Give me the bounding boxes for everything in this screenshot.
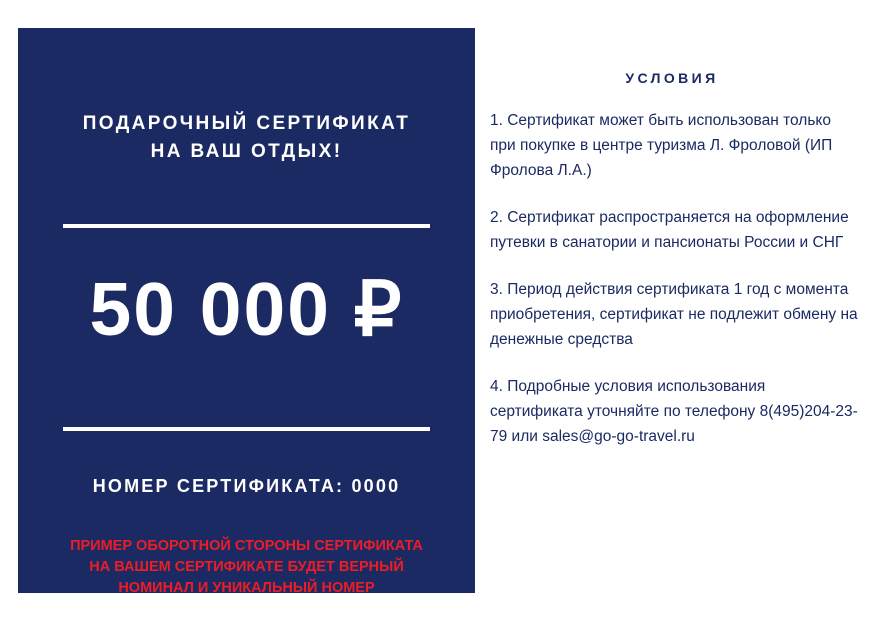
certificate-disclaimer-line-1: ПРИМЕР ОБОРОТНОЙ СТОРОНЫ СЕРТИФИКАТА	[70, 538, 423, 554]
certificate-disclaimer	[18, 536, 475, 599]
terms-section	[490, 70, 860, 449]
certificate-disclaimer-line-3: НОМИНАЛ И УНИКАЛЬНЫЙ НОМЕР	[118, 580, 375, 596]
certificate-number: НОМЕР СЕРТИФИКАТА: 0000	[92, 476, 401, 496]
terms-item: 4. Подробные условия использования сертификата уточняйте по телефону 8(495)204-23-79 или sales@go-go-travel.ru	[490, 378, 858, 445]
certificate-title-line-1: ПОДАРОЧНЫЙ СЕРТИФИКАТ	[82, 113, 411, 134]
certificate-title-line-2: НА ВАШ ОТДЫХ!	[150, 141, 343, 162]
divider-bottom	[63, 427, 430, 431]
terms-heading: УСЛОВИЯ	[625, 70, 719, 86]
certificate-title	[18, 110, 475, 166]
terms-item: 2. Сертификат распространяется на оформление путевки в санатории и пансионаты России и СНГ	[490, 209, 849, 251]
certificate-disclaimer-line-2: НА ВАШЕМ СЕРТИФИКАТЕ БУДЕТ ВЕРНЫЙ	[89, 559, 404, 575]
certificate-content	[18, 28, 475, 596]
divider-top	[63, 224, 430, 228]
gift-certificate-card	[18, 28, 475, 596]
certificate-amount: 50 000 ₽	[89, 267, 404, 351]
terms-item: 1. Сертификат может быть использован только при покупке в центре туризма Л. Фроловой (ИП Фролова Л.А.)	[490, 112, 833, 179]
terms-item: 3. Период действия сертификата 1 год с момента приобретения, сертификат не подлежит обмену на денежные средства	[490, 281, 858, 348]
